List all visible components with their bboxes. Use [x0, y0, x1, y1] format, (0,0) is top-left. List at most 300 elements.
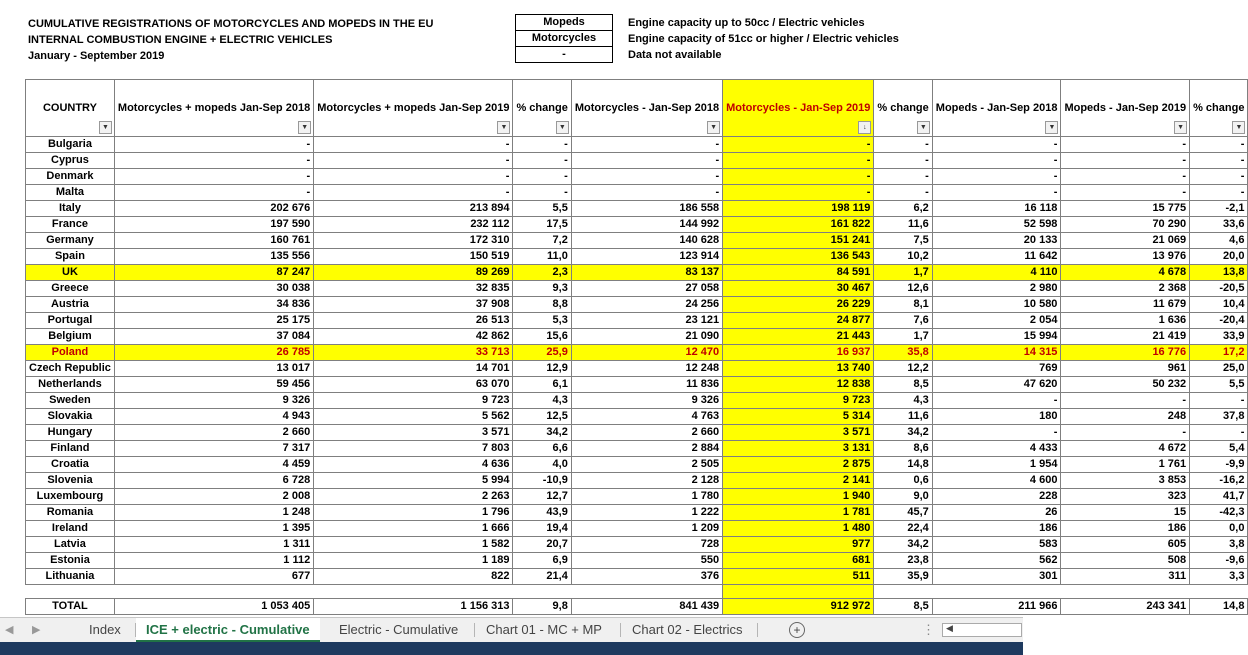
country-cell[interactable]: Cyprus: [26, 153, 115, 169]
value-cell[interactable]: 202 676: [114, 201, 313, 217]
value-cell[interactable]: -9,6: [1190, 553, 1248, 569]
value-cell[interactable]: 2 875: [723, 457, 874, 473]
country-cell[interactable]: Poland: [26, 345, 115, 361]
country-cell[interactable]: Netherlands: [26, 377, 115, 393]
filter-dropdown-icon[interactable]: ▼: [1045, 121, 1058, 134]
value-cell[interactable]: -16,2: [1190, 473, 1248, 489]
value-cell[interactable]: 583: [932, 537, 1061, 553]
value-cell[interactable]: 311: [1061, 569, 1190, 585]
value-cell[interactable]: 3 571: [314, 425, 513, 441]
value-cell[interactable]: 89 269: [314, 265, 513, 281]
value-cell[interactable]: -: [571, 169, 722, 185]
value-cell[interactable]: 63 070: [314, 377, 513, 393]
value-cell[interactable]: 30 038: [114, 281, 313, 297]
tab-chart-01[interactable]: Chart 01 - MC + MP: [486, 622, 602, 637]
value-cell[interactable]: -20,4: [1190, 313, 1248, 329]
value-cell[interactable]: -10,9: [513, 473, 571, 489]
value-cell[interactable]: 12,7: [513, 489, 571, 505]
value-cell[interactable]: 27 058: [571, 281, 722, 297]
value-cell[interactable]: -: [1061, 169, 1190, 185]
value-cell[interactable]: 21 419: [1061, 329, 1190, 345]
value-cell[interactable]: -: [114, 185, 313, 201]
column-header-6[interactable]: [874, 80, 932, 137]
value-cell[interactable]: 769: [932, 361, 1061, 377]
value-cell[interactable]: 12 248: [571, 361, 722, 377]
value-cell[interactable]: 26 513: [314, 313, 513, 329]
value-cell[interactable]: -20,5: [1190, 281, 1248, 297]
value-cell[interactable]: 30 467: [723, 281, 874, 297]
value-cell[interactable]: -: [723, 169, 874, 185]
value-cell[interactable]: -: [571, 185, 722, 201]
value-cell[interactable]: 16 776: [1061, 345, 1190, 361]
value-cell[interactable]: 1,7: [874, 265, 932, 281]
value-cell[interactable]: 550: [571, 553, 722, 569]
value-cell[interactable]: 7,5: [874, 233, 932, 249]
country-cell[interactable]: Slovakia: [26, 409, 115, 425]
value-cell[interactable]: -: [114, 169, 313, 185]
value-cell[interactable]: 4 678: [1061, 265, 1190, 281]
value-cell[interactable]: 5 562: [314, 409, 513, 425]
value-cell[interactable]: 34,2: [513, 425, 571, 441]
value-cell[interactable]: 376: [571, 569, 722, 585]
value-cell[interactable]: 9,8: [513, 599, 571, 615]
value-cell[interactable]: 12,5: [513, 409, 571, 425]
value-cell[interactable]: 17,2: [1190, 345, 1248, 361]
value-cell[interactable]: 12,9: [513, 361, 571, 377]
country-cell[interactable]: Ireland: [26, 521, 115, 537]
value-cell[interactable]: 4 763: [571, 409, 722, 425]
value-cell[interactable]: -: [723, 185, 874, 201]
country-cell[interactable]: UK: [26, 265, 115, 281]
more-options-icon[interactable]: ⋮: [922, 622, 935, 637]
filter-dropdown-icon[interactable]: ▼: [1232, 121, 1245, 134]
value-cell[interactable]: 4 672: [1061, 441, 1190, 457]
value-cell[interactable]: -2,1: [1190, 201, 1248, 217]
value-cell[interactable]: -: [723, 153, 874, 169]
value-cell[interactable]: 3 131: [723, 441, 874, 457]
column-header-9[interactable]: [1190, 80, 1248, 137]
value-cell[interactable]: -: [1061, 393, 1190, 409]
value-cell[interactable]: 562: [932, 553, 1061, 569]
value-cell[interactable]: 6 728: [114, 473, 313, 489]
country-cell[interactable]: TOTAL: [26, 599, 115, 615]
value-cell[interactable]: -: [1190, 137, 1248, 153]
value-cell[interactable]: 52 598: [932, 217, 1061, 233]
value-cell[interactable]: 21,4: [513, 569, 571, 585]
value-cell[interactable]: 323: [1061, 489, 1190, 505]
value-cell[interactable]: 9 723: [723, 393, 874, 409]
value-cell[interactable]: 1 156 313: [314, 599, 513, 615]
value-cell[interactable]: 32 835: [314, 281, 513, 297]
value-cell[interactable]: -: [932, 153, 1061, 169]
column-header-5[interactable]: [723, 80, 874, 137]
value-cell[interactable]: 12 838: [723, 377, 874, 393]
country-cell[interactable]: Hungary: [26, 425, 115, 441]
country-cell[interactable]: Bulgaria: [26, 137, 115, 153]
value-cell[interactable]: -9,9: [1190, 457, 1248, 473]
value-cell[interactable]: -: [932, 425, 1061, 441]
value-cell[interactable]: 5,4: [1190, 441, 1248, 457]
value-cell[interactable]: 198 119: [723, 201, 874, 217]
value-cell[interactable]: 20 133: [932, 233, 1061, 249]
value-cell[interactable]: 59 456: [114, 377, 313, 393]
filter-dropdown-icon[interactable]: ▼: [497, 121, 510, 134]
value-cell[interactable]: 37 084: [114, 329, 313, 345]
value-cell[interactable]: 35,9: [874, 569, 932, 585]
country-cell[interactable]: Luxembourg: [26, 489, 115, 505]
value-cell[interactable]: 197 590: [114, 217, 313, 233]
value-cell[interactable]: 25,9: [513, 345, 571, 361]
value-cell[interactable]: 186: [1061, 521, 1190, 537]
value-cell[interactable]: 4,6: [1190, 233, 1248, 249]
value-cell[interactable]: 232 112: [314, 217, 513, 233]
value-cell[interactable]: 508: [1061, 553, 1190, 569]
value-cell[interactable]: 47 620: [932, 377, 1061, 393]
column-header-4[interactable]: [571, 80, 722, 137]
value-cell[interactable]: 43,9: [513, 505, 571, 521]
value-cell[interactable]: 9,0: [874, 489, 932, 505]
value-cell[interactable]: 26 229: [723, 297, 874, 313]
column-header-8[interactable]: [1061, 80, 1190, 137]
value-cell[interactable]: -42,3: [1190, 505, 1248, 521]
value-cell[interactable]: -: [932, 185, 1061, 201]
country-cell[interactable]: Latvia: [26, 537, 115, 553]
value-cell[interactable]: 1 940: [723, 489, 874, 505]
value-cell[interactable]: 3,3: [1190, 569, 1248, 585]
value-cell[interactable]: 6,6: [513, 441, 571, 457]
horizontal-scrollbar[interactable]: [942, 623, 1022, 637]
value-cell[interactable]: -: [1190, 169, 1248, 185]
value-cell[interactable]: 20,0: [1190, 249, 1248, 265]
value-cell[interactable]: 15: [1061, 505, 1190, 521]
country-cell[interactable]: Lithuania: [26, 569, 115, 585]
value-cell[interactable]: 2 660: [571, 425, 722, 441]
value-cell[interactable]: -: [1190, 153, 1248, 169]
value-cell[interactable]: 172 310: [314, 233, 513, 249]
value-cell[interactable]: 301: [932, 569, 1061, 585]
value-cell[interactable]: 5,5: [513, 201, 571, 217]
column-header-2[interactable]: [314, 80, 513, 137]
value-cell[interactable]: 11,0: [513, 249, 571, 265]
value-cell[interactable]: 70 290: [1061, 217, 1190, 233]
country-cell[interactable]: Sweden: [26, 393, 115, 409]
value-cell[interactable]: 841 439: [571, 599, 722, 615]
value-cell[interactable]: 1 480: [723, 521, 874, 537]
value-cell[interactable]: 3 571: [723, 425, 874, 441]
value-cell[interactable]: 10,4: [1190, 297, 1248, 313]
value-cell[interactable]: 24 877: [723, 313, 874, 329]
value-cell[interactable]: -: [314, 137, 513, 153]
value-cell[interactable]: -: [874, 169, 932, 185]
value-cell[interactable]: 1 761: [1061, 457, 1190, 473]
value-cell[interactable]: 186 558: [571, 201, 722, 217]
value-cell[interactable]: 248: [1061, 409, 1190, 425]
value-cell[interactable]: 34,2: [874, 425, 932, 441]
value-cell[interactable]: 45,7: [874, 505, 932, 521]
value-cell[interactable]: 7,6: [874, 313, 932, 329]
value-cell[interactable]: -: [314, 153, 513, 169]
filter-dropdown-icon[interactable]: ▼: [917, 121, 930, 134]
country-cell[interactable]: Spain: [26, 249, 115, 265]
filter-dropdown-icon[interactable]: ▼: [298, 121, 311, 134]
tab-ice-electric-cumulative[interactable]: ICE + electric - Cumulative: [136, 618, 320, 642]
value-cell[interactable]: 16 937: [723, 345, 874, 361]
value-cell[interactable]: 1 780: [571, 489, 722, 505]
value-cell[interactable]: 7 803: [314, 441, 513, 457]
value-cell[interactable]: 4,3: [513, 393, 571, 409]
value-cell[interactable]: 12,2: [874, 361, 932, 377]
value-cell[interactable]: 9 723: [314, 393, 513, 409]
country-cell[interactable]: Finland: [26, 441, 115, 457]
value-cell[interactable]: -: [1061, 153, 1190, 169]
value-cell[interactable]: 4 110: [932, 265, 1061, 281]
value-cell[interactable]: 21 090: [571, 329, 722, 345]
value-cell[interactable]: 11 836: [571, 377, 722, 393]
value-cell[interactable]: 41,7: [1190, 489, 1248, 505]
value-cell[interactable]: 822: [314, 569, 513, 585]
tab-index[interactable]: Index: [89, 622, 121, 637]
prev-sheet-icon[interactable]: ◀: [5, 624, 14, 636]
value-cell[interactable]: 42 862: [314, 329, 513, 345]
value-cell[interactable]: -: [932, 169, 1061, 185]
value-cell[interactable]: 605: [1061, 537, 1190, 553]
value-cell[interactable]: 37 908: [314, 297, 513, 313]
value-cell[interactable]: 87 247: [114, 265, 313, 281]
value-cell[interactable]: 15,6: [513, 329, 571, 345]
value-cell[interactable]: 1 209: [571, 521, 722, 537]
value-cell[interactable]: 7,2: [513, 233, 571, 249]
value-cell[interactable]: 19,4: [513, 521, 571, 537]
value-cell[interactable]: 1 582: [314, 537, 513, 553]
value-cell[interactable]: 5,5: [1190, 377, 1248, 393]
value-cell[interactable]: 140 628: [571, 233, 722, 249]
value-cell[interactable]: 17,5: [513, 217, 571, 233]
value-cell[interactable]: -: [513, 169, 571, 185]
value-cell[interactable]: 4 459: [114, 457, 313, 473]
value-cell[interactable]: 13 740: [723, 361, 874, 377]
value-cell[interactable]: 1 636: [1061, 313, 1190, 329]
tab-chart-02[interactable]: Chart 02 - Electrics: [632, 622, 743, 637]
value-cell[interactable]: 2 008: [114, 489, 313, 505]
value-cell[interactable]: 180: [932, 409, 1061, 425]
value-cell[interactable]: 150 519: [314, 249, 513, 265]
value-cell[interactable]: 15 994: [932, 329, 1061, 345]
value-cell[interactable]: -: [513, 153, 571, 169]
value-cell[interactable]: 84 591: [723, 265, 874, 281]
value-cell[interactable]: 12,6: [874, 281, 932, 297]
value-cell[interactable]: 15 775: [1061, 201, 1190, 217]
value-cell[interactable]: 13 017: [114, 361, 313, 377]
value-cell[interactable]: 2 505: [571, 457, 722, 473]
value-cell[interactable]: 4,0: [513, 457, 571, 473]
value-cell[interactable]: 161 822: [723, 217, 874, 233]
value-cell[interactable]: -: [874, 185, 932, 201]
value-cell[interactable]: 8,1: [874, 297, 932, 313]
value-cell[interactable]: -: [723, 137, 874, 153]
value-cell[interactable]: 243 341: [1061, 599, 1190, 615]
value-cell[interactable]: 14 315: [932, 345, 1061, 361]
value-cell[interactable]: 2 980: [932, 281, 1061, 297]
value-cell[interactable]: -: [1190, 185, 1248, 201]
add-sheet-icon[interactable]: +: [789, 622, 805, 638]
value-cell[interactable]: 4 433: [932, 441, 1061, 457]
value-cell[interactable]: 4,3: [874, 393, 932, 409]
value-cell[interactable]: -: [314, 185, 513, 201]
value-cell[interactable]: 6,2: [874, 201, 932, 217]
value-cell[interactable]: -: [1061, 425, 1190, 441]
country-cell[interactable]: Croatia: [26, 457, 115, 473]
value-cell[interactable]: 0,6: [874, 473, 932, 489]
value-cell[interactable]: 8,8: [513, 297, 571, 313]
sort-descending-icon[interactable]: ↓: [858, 121, 871, 134]
value-cell[interactable]: 1 781: [723, 505, 874, 521]
value-cell[interactable]: 6,9: [513, 553, 571, 569]
value-cell[interactable]: 5 994: [314, 473, 513, 489]
value-cell[interactable]: -: [1061, 185, 1190, 201]
scroll-left-icon[interactable]: ◀: [946, 623, 953, 633]
value-cell[interactable]: 2 884: [571, 441, 722, 457]
country-cell[interactable]: Czech Republic: [26, 361, 115, 377]
value-cell[interactable]: 11 679: [1061, 297, 1190, 313]
value-cell[interactable]: 511: [723, 569, 874, 585]
value-cell[interactable]: 1 222: [571, 505, 722, 521]
value-cell[interactable]: 25 175: [114, 313, 313, 329]
value-cell[interactable]: 21 443: [723, 329, 874, 345]
value-cell[interactable]: 1,7: [874, 329, 932, 345]
value-cell[interactable]: 21 069: [1061, 233, 1190, 249]
value-cell[interactable]: -: [114, 137, 313, 153]
value-cell[interactable]: 11,6: [874, 409, 932, 425]
value-cell[interactable]: 50 232: [1061, 377, 1190, 393]
tab-electric-cumulative[interactable]: Electric - Cumulative: [339, 622, 459, 637]
value-cell[interactable]: 23,8: [874, 553, 932, 569]
value-cell[interactable]: 4 600: [932, 473, 1061, 489]
value-cell[interactable]: 10 580: [932, 297, 1061, 313]
value-cell[interactable]: 3 853: [1061, 473, 1190, 489]
value-cell[interactable]: 1 189: [314, 553, 513, 569]
value-cell[interactable]: 144 992: [571, 217, 722, 233]
value-cell[interactable]: 35,8: [874, 345, 932, 361]
value-cell[interactable]: -: [932, 393, 1061, 409]
value-cell[interactable]: 1 053 405: [114, 599, 313, 615]
value-cell[interactable]: 912 972: [723, 599, 874, 615]
value-cell[interactable]: 9,3: [513, 281, 571, 297]
country-cell[interactable]: Germany: [26, 233, 115, 249]
country-cell[interactable]: Greece: [26, 281, 115, 297]
value-cell[interactable]: 5 314: [723, 409, 874, 425]
value-cell[interactable]: 2 368: [1061, 281, 1190, 297]
value-cell[interactable]: 2 141: [723, 473, 874, 489]
value-cell[interactable]: -: [114, 153, 313, 169]
value-cell[interactable]: 26 785: [114, 345, 313, 361]
value-cell[interactable]: 33 713: [314, 345, 513, 361]
value-cell[interactable]: 123 914: [571, 249, 722, 265]
value-cell[interactable]: 2 054: [932, 313, 1061, 329]
value-cell[interactable]: 11 642: [932, 249, 1061, 265]
value-cell[interactable]: 7 317: [114, 441, 313, 457]
value-cell[interactable]: -: [571, 137, 722, 153]
value-cell[interactable]: 22,4: [874, 521, 932, 537]
filter-dropdown-icon[interactable]: ▼: [1174, 121, 1187, 134]
value-cell[interactable]: 14 701: [314, 361, 513, 377]
value-cell[interactable]: 961: [1061, 361, 1190, 377]
value-cell[interactable]: 135 556: [114, 249, 313, 265]
country-cell[interactable]: Belgium: [26, 329, 115, 345]
value-cell[interactable]: 1 311: [114, 537, 313, 553]
country-cell[interactable]: Malta: [26, 185, 115, 201]
country-cell[interactable]: Romania: [26, 505, 115, 521]
value-cell[interactable]: 20,7: [513, 537, 571, 553]
value-cell[interactable]: 9 326: [571, 393, 722, 409]
value-cell[interactable]: 8,5: [874, 599, 932, 615]
filter-dropdown-icon[interactable]: ▼: [99, 121, 112, 134]
value-cell[interactable]: -: [874, 153, 932, 169]
value-cell[interactable]: 1 395: [114, 521, 313, 537]
value-cell[interactable]: 186: [932, 521, 1061, 537]
value-cell[interactable]: 160 761: [114, 233, 313, 249]
value-cell[interactable]: 977: [723, 537, 874, 553]
value-cell[interactable]: -: [874, 137, 932, 153]
value-cell[interactable]: 13 976: [1061, 249, 1190, 265]
country-cell[interactable]: Slovenia: [26, 473, 115, 489]
value-cell[interactable]: -: [1190, 425, 1248, 441]
value-cell[interactable]: 1 112: [114, 553, 313, 569]
country-cell[interactable]: Estonia: [26, 553, 115, 569]
value-cell[interactable]: 33,6: [1190, 217, 1248, 233]
value-cell[interactable]: -: [513, 137, 571, 153]
value-cell[interactable]: 1 666: [314, 521, 513, 537]
column-header-0[interactable]: [26, 80, 115, 137]
filter-dropdown-icon[interactable]: ▼: [707, 121, 720, 134]
value-cell[interactable]: 5,3: [513, 313, 571, 329]
country-cell[interactable]: France: [26, 217, 115, 233]
value-cell[interactable]: 11,6: [874, 217, 932, 233]
value-cell[interactable]: 25,0: [1190, 361, 1248, 377]
value-cell[interactable]: 13,8: [1190, 265, 1248, 281]
value-cell[interactable]: -: [1190, 393, 1248, 409]
value-cell[interactable]: 211 966: [932, 599, 1061, 615]
filter-dropdown-icon[interactable]: ▼: [556, 121, 569, 134]
value-cell[interactable]: 1 796: [314, 505, 513, 521]
value-cell[interactable]: -: [1061, 137, 1190, 153]
value-cell[interactable]: 8,5: [874, 377, 932, 393]
value-cell[interactable]: 0,0: [1190, 521, 1248, 537]
value-cell[interactable]: 37,8: [1190, 409, 1248, 425]
value-cell[interactable]: 1 248: [114, 505, 313, 521]
value-cell[interactable]: 8,6: [874, 441, 932, 457]
value-cell[interactable]: 1 954: [932, 457, 1061, 473]
column-header-7[interactable]: [932, 80, 1061, 137]
value-cell[interactable]: 14,8: [874, 457, 932, 473]
country-cell[interactable]: Portugal: [26, 313, 115, 329]
country-cell[interactable]: Italy: [26, 201, 115, 217]
value-cell[interactable]: 26: [932, 505, 1061, 521]
value-cell[interactable]: 10,2: [874, 249, 932, 265]
value-cell[interactable]: 2,3: [513, 265, 571, 281]
value-cell[interactable]: 34 836: [114, 297, 313, 313]
value-cell[interactable]: 6,1: [513, 377, 571, 393]
country-cell[interactable]: Denmark: [26, 169, 115, 185]
value-cell[interactable]: 14,8: [1190, 599, 1248, 615]
value-cell[interactable]: 2 660: [114, 425, 313, 441]
value-cell[interactable]: 4 636: [314, 457, 513, 473]
value-cell[interactable]: 681: [723, 553, 874, 569]
value-cell[interactable]: 2 128: [571, 473, 722, 489]
value-cell[interactable]: 23 121: [571, 313, 722, 329]
value-cell[interactable]: 9 326: [114, 393, 313, 409]
value-cell[interactable]: 228: [932, 489, 1061, 505]
value-cell[interactable]: 83 137: [571, 265, 722, 281]
